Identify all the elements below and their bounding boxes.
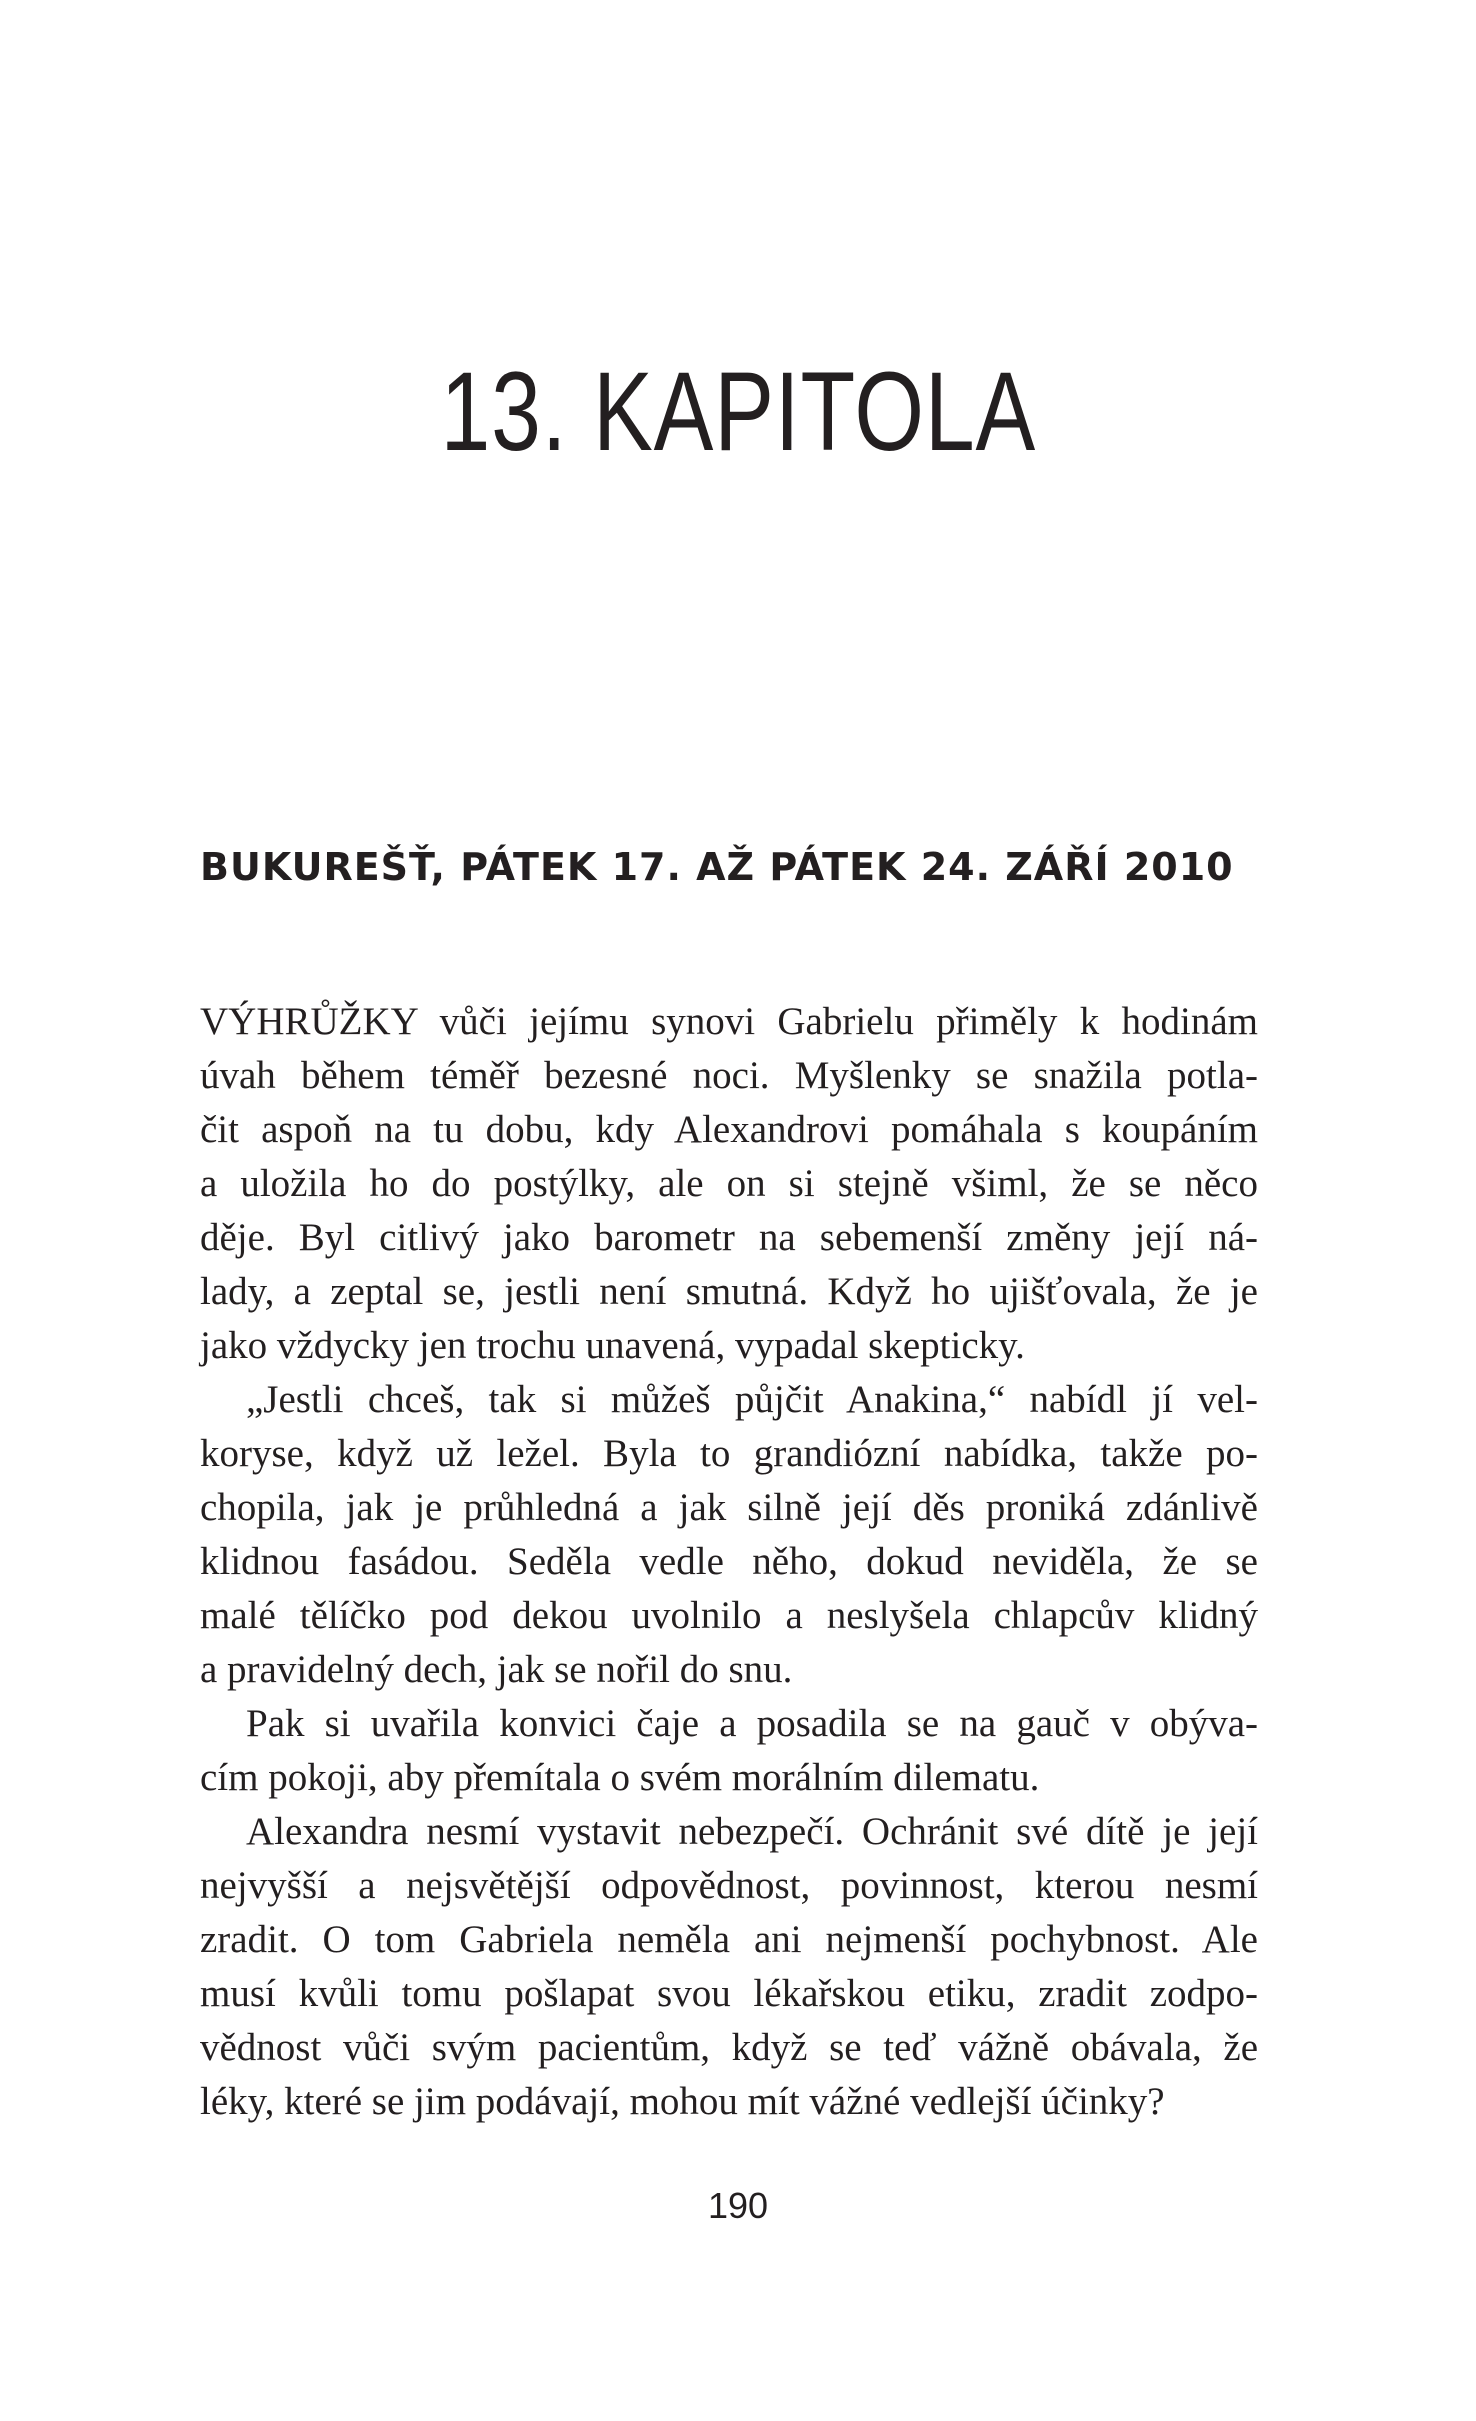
body-line: čit aspoň na tu dobu, kdy Alexandrovi pomáhala s koupáním	[200, 1108, 1258, 1151]
body-line: nejvyšší a nejsvětější odpovědnost, povinnost, kterou nesmí	[200, 1864, 1258, 1907]
body-line: zradit. O tom Gabriela neměla ani nejmenší pochybnost. Ale	[200, 1918, 1258, 1961]
body-line: Alexandra nesmí vystavit nebezpečí. Ochránit své dítě je její	[246, 1810, 1258, 1853]
body-line: úvah během téměř bezesné noci. Myšlenky se snažila potla-	[200, 1054, 1258, 1097]
body-line: „Jestli chceš, tak si můžeš půjčit Anakina,“ nabídl jí vel-	[246, 1378, 1258, 1421]
body-line: VÝHRŮŽKY vůči jejímu synovi Gabrielu přiměly k hodinám	[200, 1000, 1258, 1043]
body-line: a uložila ho do postýlky, ale on si stejně všiml, že se něco	[200, 1162, 1258, 1205]
body-line: léky, které se jim podávají, mohou mít vážné vedlejší účinky?	[200, 2080, 1165, 2123]
section-heading: BUKUREŠŤ, PÁTEK 17. AŽ PÁTEK 24. ZÁŘÍ 2010	[200, 845, 1234, 889]
body-line: a pravidelný dech, jak se nořil do snu.	[200, 1648, 793, 1691]
body-line: lady, a zeptal se, jestli není smutná. Když ho ujišťovala, že je	[200, 1270, 1258, 1313]
page-number: 190	[707, 2185, 769, 2226]
body-line: klidnou fasádou. Seděla vedle něho, dokud neviděla, že se	[200, 1540, 1258, 1583]
chapter-title	[0, 349, 1476, 474]
body-line: koryse, když už ležel. Byla to grandiózní nabídka, takže po-	[200, 1432, 1258, 1475]
body-line: malé tělíčko pod dekou uvolnilo a neslyšela chlapcův klidný	[200, 1594, 1258, 1637]
body-line: jako vždycky jen trochu unavená, vypadal skepticky.	[200, 1324, 1025, 1367]
body-line: vědnost vůči svým pacientům, když se teď vážně obávala, že	[200, 2026, 1258, 2069]
body-line: Pak si uvařila konvici čaje a posadila se na gauč v obýva-	[246, 1702, 1258, 1745]
body-line: cím pokoji, aby přemítala o svém morálním dilematu.	[200, 1756, 1040, 1799]
body-line: chopila, jak je průhledná a jak silně její děs proniká zdánlivě	[200, 1486, 1258, 1529]
body-line: děje. Byl citlivý jako barometr na sebemenší změny její ná-	[200, 1216, 1258, 1259]
body-line: musí kvůli tomu pošlapat svou lékařskou etiku, zradit zodpo-	[200, 1972, 1258, 2015]
chapter-title-text: 13. KAPITOLA	[440, 349, 1036, 474]
